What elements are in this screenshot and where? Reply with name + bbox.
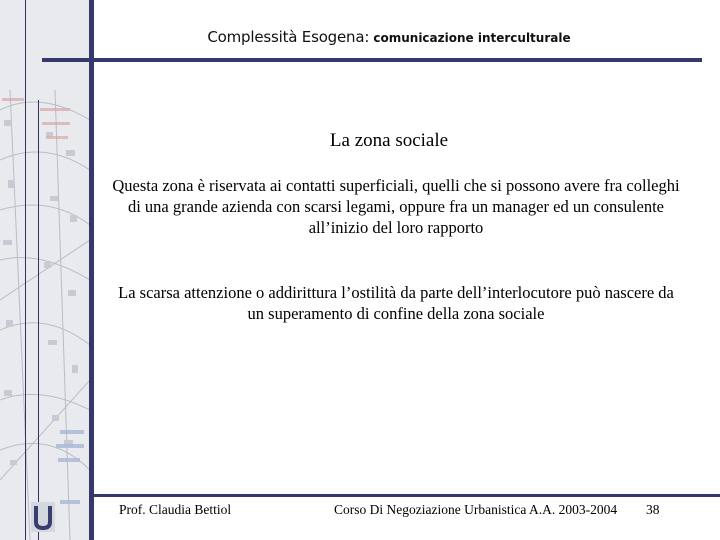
decorative-map-sidebar (0, 0, 94, 540)
header-title-main: Complessità Esogena: (207, 28, 370, 46)
header-title-sub: comunicazione interculturale (369, 31, 571, 45)
sidebar-edge-bar (89, 0, 94, 540)
city-map-graphic (0, 0, 94, 540)
footer-rule (94, 494, 720, 497)
decorative-vertical-line (38, 100, 39, 540)
footer-course: Corso Di Negoziazione Urbanistica A.A. 2003-2004 (334, 502, 618, 517)
footer-page-number: 38 (646, 502, 660, 517)
slide-heading: La zona sociale (329, 130, 449, 151)
university-logo-icon (31, 502, 55, 532)
body-paragraph-2: La scarsa attenzione o addirittura l’ostilità da parte dell’interlocutore può nascere da un superamento di confine della zona sociale (118, 283, 674, 323)
body-paragraph-1: Questa zona è riservata ai contatti superficiali, quelli che si possono avere fra colleghi di una grande azienda con scarsi legami, oppure fra un manager ed un consulente all’inizio del loro rapporto (112, 176, 680, 237)
footer-author: Prof. Claudia Bettiol (119, 502, 232, 517)
decorative-vertical-line (25, 0, 26, 540)
slide-header-title (94, 28, 684, 46)
header-rule (42, 58, 702, 62)
